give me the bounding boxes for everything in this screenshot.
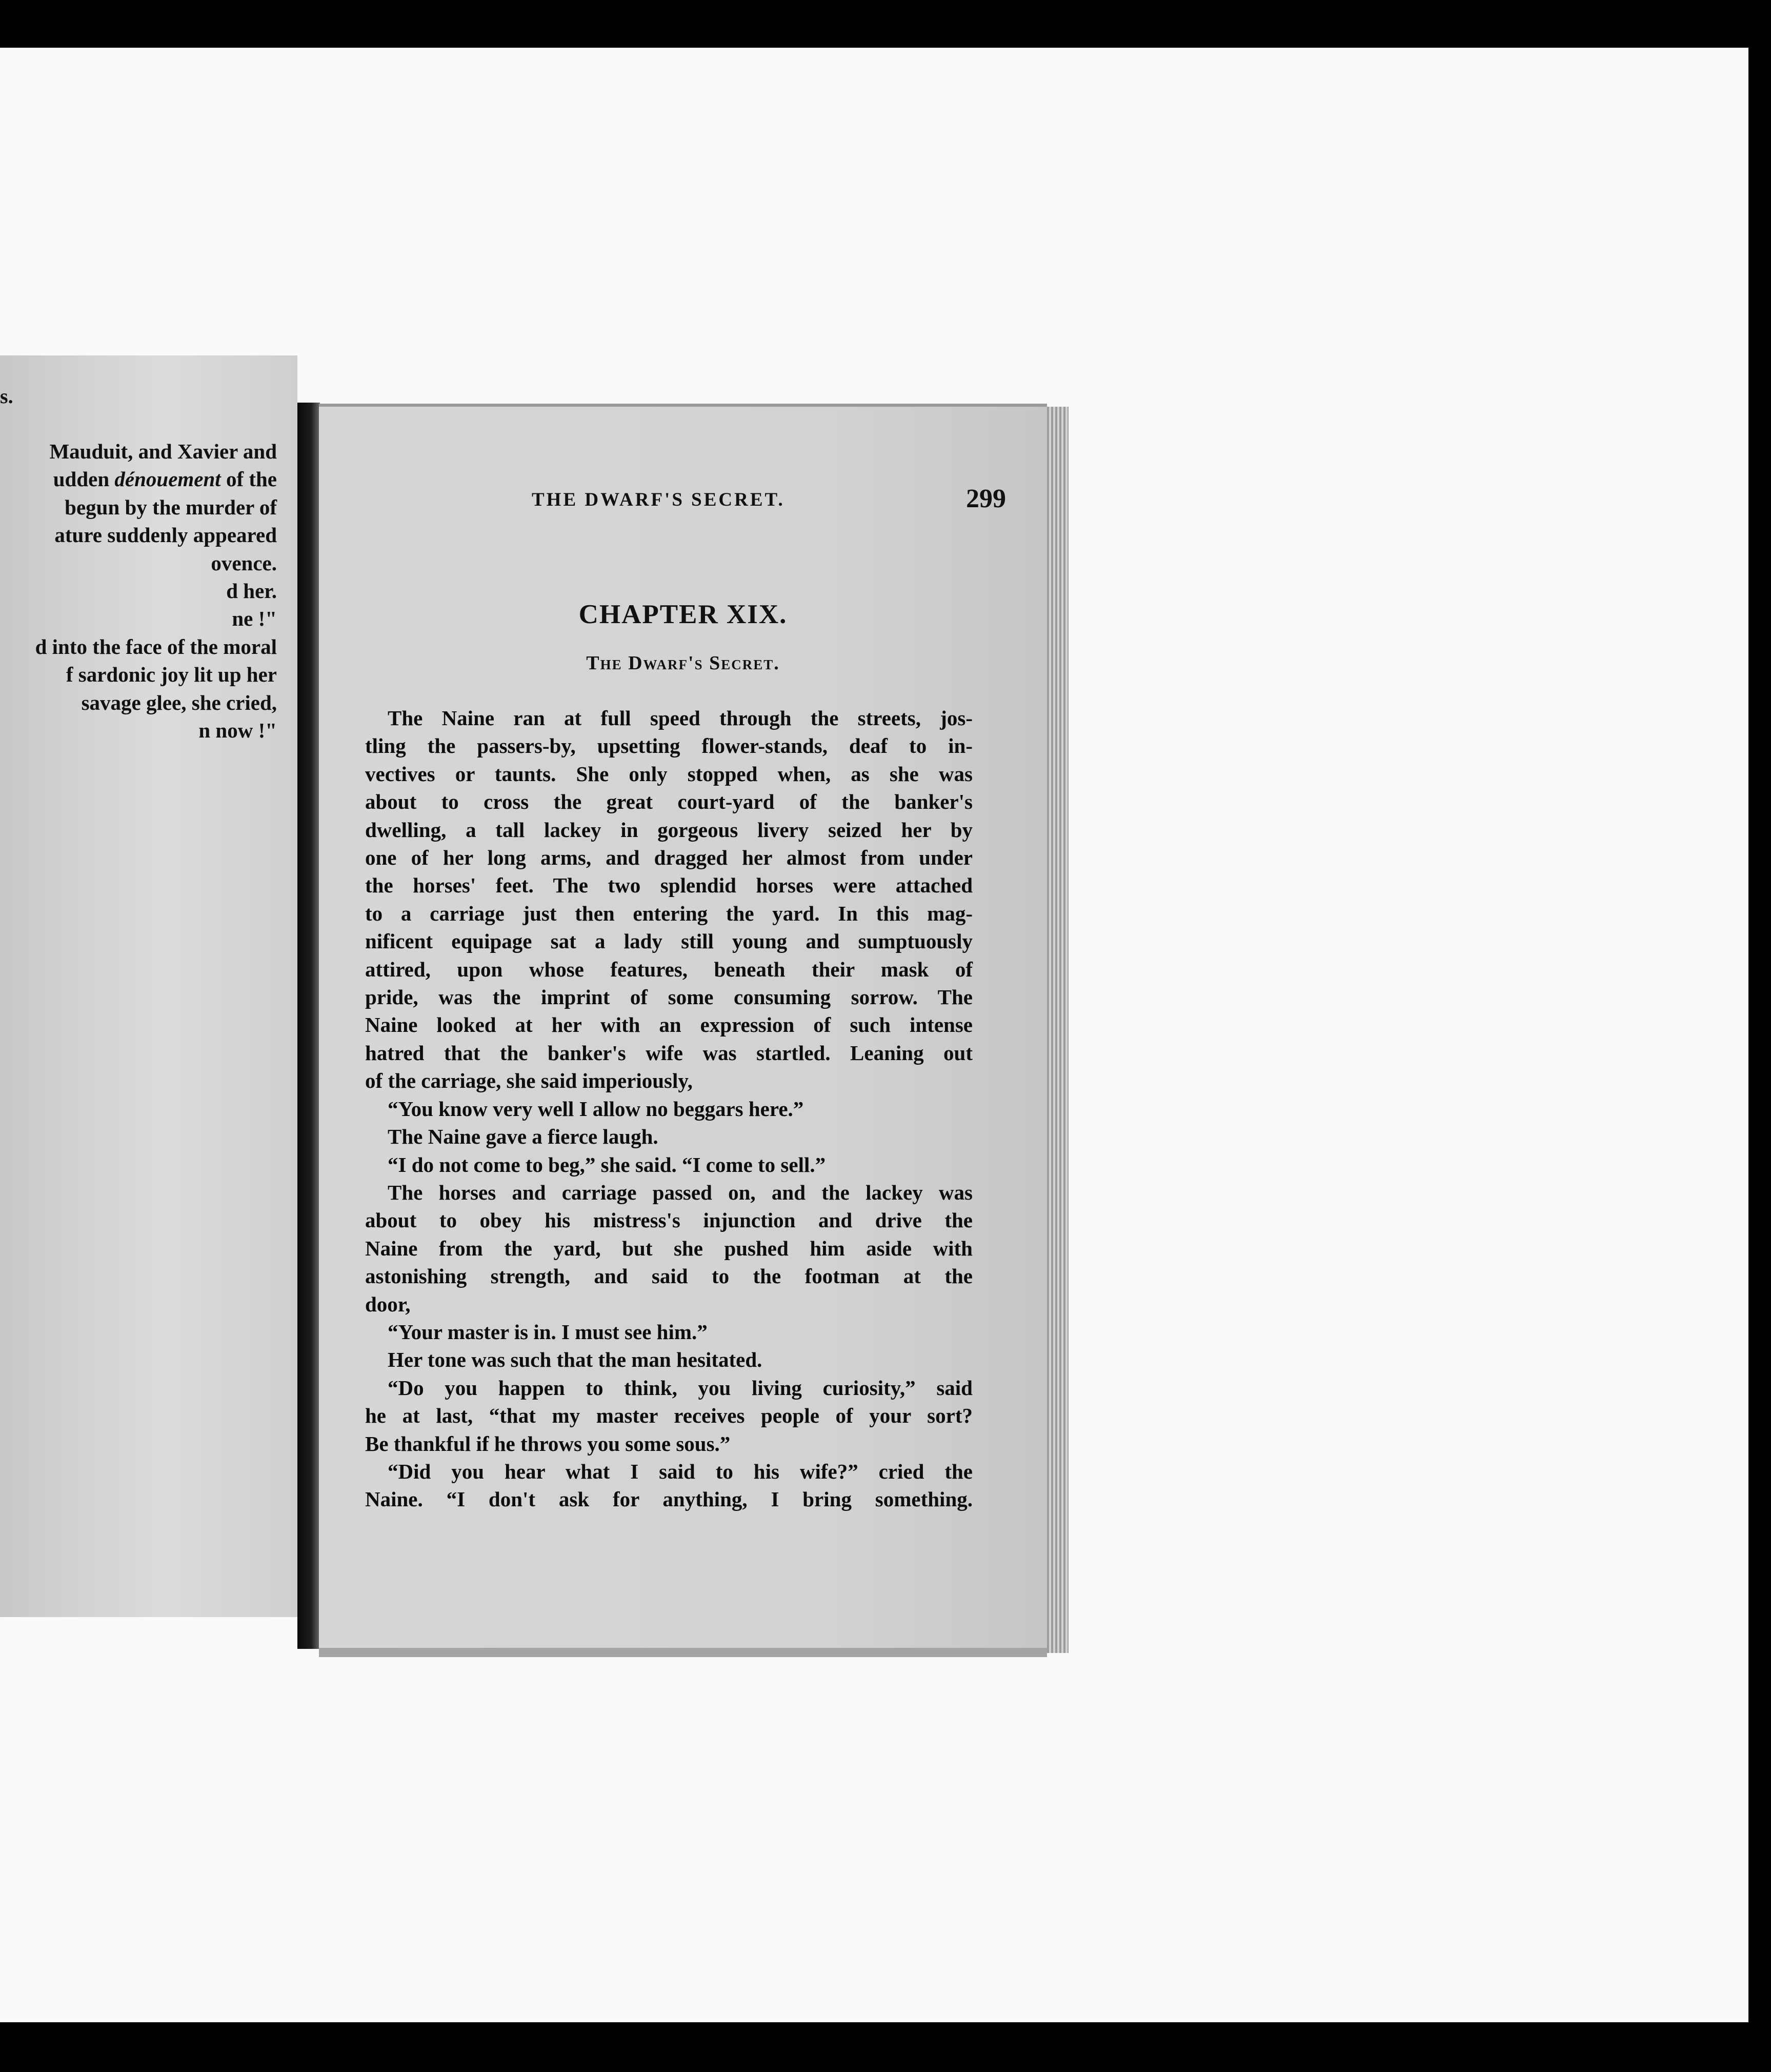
text-line: Mauduit, and Xavier and [49, 440, 277, 463]
chapter-body [365, 704, 973, 1513]
text-line: of the carriage, she said imperiously, [365, 1069, 693, 1093]
text-line: The horses and carriage passed on, and the lackey was [388, 1180, 973, 1204]
text-line: tling the passers-by, upsetting flower-stands, deaf to in- [365, 734, 973, 758]
text-line: Be thankful if he throws you some sous.” [365, 1431, 731, 1456]
text-line: hatred that the banker's wife was startled. Leaning out [365, 1041, 973, 1065]
book-spine [297, 403, 320, 1649]
text-line: ne !" [232, 607, 277, 631]
text-line: about to obey his mistress's injunction and drive the [365, 1208, 973, 1232]
text-line: nificent equipage sat a lady still young and sumptuously [365, 929, 973, 953]
text-line: he at last, “that my master receives people of your sort? [365, 1404, 973, 1428]
running-head: THE DWARF'S SECRET. [532, 489, 785, 510]
text-line: “You know very well I allow no beggars here.” [388, 1097, 804, 1121]
text-line: “I do not come to beg,” she said. “I come to sell.” [388, 1152, 826, 1177]
text-line: “Did you hear what I said to his wife?” cried the [388, 1459, 973, 1483]
text-line: one of her long arms, and dragged her almost from under [365, 846, 973, 870]
text-line: to a carriage just then entering the yard. In this mag- [365, 901, 973, 925]
text-line: dwelling, a tall lackey in gorgeous livery seized her by [365, 818, 973, 842]
scan-background [0, 48, 1748, 2022]
text-line: Naine from the yard, but she pushed him aside with [365, 1236, 973, 1260]
text-line: “Do you happen to think, you living curiosity,” said [388, 1376, 973, 1400]
text-line: The Naine ran at full speed through the streets, jos- [388, 706, 973, 730]
text-line: pride, was the imprint of some consuming sorrow. The [365, 985, 973, 1009]
page-number: 299 [966, 484, 1006, 513]
text-line: udden dénouement of the [53, 467, 277, 491]
left-page [0, 355, 297, 1617]
left-page-text [0, 437, 277, 744]
text-line: attired, upon whose features, beneath their mask of [365, 957, 973, 981]
text-line: door, [365, 1292, 411, 1316]
text-line: d her. [226, 579, 277, 603]
text-line: ovence. [211, 551, 277, 575]
text-line: about to cross the great court-yard of the banker's [365, 790, 973, 814]
page-edges [1047, 407, 1069, 1653]
text-line: vectives or taunts. She only stopped when, as she was [365, 762, 973, 786]
left-running-head: s. [0, 385, 13, 408]
text-line: the horses' feet. The two splendid horses were attached [365, 873, 973, 898]
text-line: f sardonic joy lit up her [66, 663, 277, 687]
text-line: Naine looked at her with an expression of such intense [365, 1013, 973, 1037]
text-line: ature suddenly appeared [54, 523, 277, 547]
chapter-subtitle: The Dwarf's Secret. [586, 652, 780, 674]
page-bottom-shadow [319, 1648, 1047, 1657]
right-page [319, 404, 1047, 1655]
chapter-title: CHAPTER XIX. [578, 600, 788, 629]
text-line: astonishing strength, and said to the footman at the [365, 1264, 973, 1288]
text-line: savage glee, she cried, [81, 690, 277, 714]
text-line: Naine. “I don't ask for anything, I bring something. [365, 1487, 973, 1511]
text-line: Her tone was such that the man hesitated. [388, 1348, 762, 1372]
text-line: d into the face of the moral [35, 634, 277, 659]
text-line: The Naine gave a fierce laugh. [388, 1125, 658, 1149]
text-line: n now !" [198, 719, 277, 743]
text-line: “Your master is in. I must see him.” [388, 1320, 708, 1344]
text-line: begun by the murder of [65, 495, 277, 519]
